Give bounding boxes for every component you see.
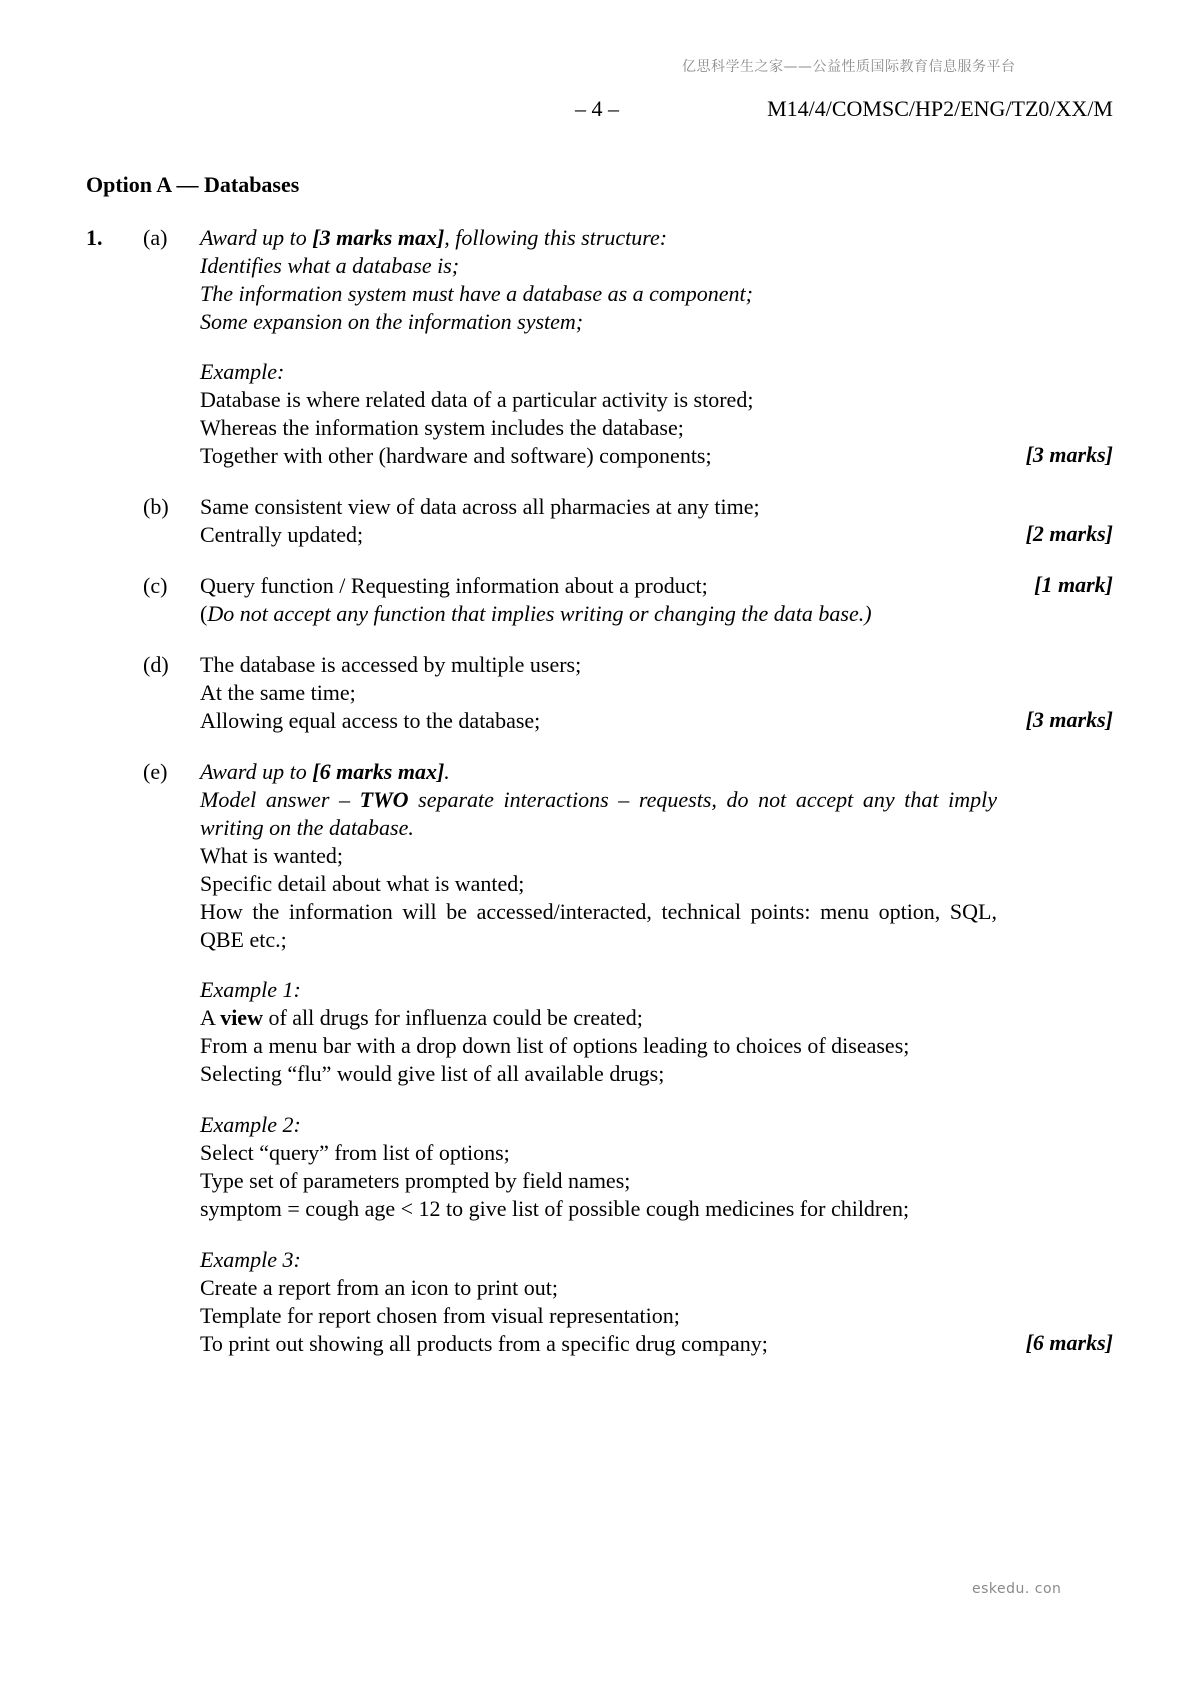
part-d-line-3: Allowing equal access to the database;	[200, 708, 541, 733]
part-a-struct-2: The information system must have a database as a component;	[200, 281, 753, 306]
part-d-line-1: The database is accessed by multiple users;	[200, 652, 582, 677]
part-e-example-3-line-2: Template for report chosen from visual representation;	[200, 1303, 680, 1328]
part-e-example-2-line-2: Type set of parameters prompted by field names;	[200, 1168, 631, 1193]
part-a-label: (a)	[143, 225, 168, 250]
part-b-line-2: Centrally updated;	[200, 522, 364, 547]
part-d-marks: [3 marks]	[1025, 707, 1113, 732]
part-c-line-1: Query function / Requesting information about a product;	[200, 573, 708, 598]
part-b-line-1: Same consistent view of data across all pharmacies at any time;	[200, 494, 760, 519]
part-e-example-2-line-3: symptom = cough age < 12 to give list of possible cough medicines for children;	[200, 1196, 910, 1221]
section-title: Option A — Databases	[86, 172, 300, 197]
part-a-example-2: Whereas the information system includes the database;	[200, 415, 684, 440]
part-e-line-2: Specific detail about what is wanted;	[200, 871, 525, 896]
part-e-example-2-line-1: Select “query” from list of options;	[200, 1140, 510, 1165]
part-c-label: (c)	[143, 573, 168, 598]
part-e-model-answer: Model answer – TWO separate interactions – requests, do not accept any that imply writing on the database.	[200, 787, 998, 840]
part-a-example-1: Database is where related data of a particular activity is stored;	[200, 387, 754, 412]
page-number: – 4 –	[575, 96, 619, 121]
watermark-bottom: eskedu. con	[972, 1581, 1062, 1597]
part-d-label: (d)	[143, 652, 169, 677]
part-d-line-2: At the same time;	[200, 680, 356, 705]
part-a-award: Award up to [3 marks max], following this structure:	[200, 225, 668, 250]
paper-code: M14/4/COMSC/HP2/ENG/TZ0/XX/M	[767, 96, 1113, 121]
part-e-example-1-line-2: From a menu bar with a drop down list of options leading to choices of diseases;	[200, 1033, 910, 1058]
part-a-struct-3: Some expansion on the information system;	[200, 309, 584, 334]
part-a-marks: [3 marks]	[1025, 442, 1113, 467]
part-c-line-2: (Do not accept any function that implies writing or changing the data base.)	[200, 601, 872, 626]
part-c-marks: [1 mark]	[1034, 572, 1113, 597]
part-a-struct-1: Identifies what a database is;	[200, 253, 460, 278]
part-e-award: Award up to [6 marks max].	[200, 759, 450, 784]
part-e-example-1-label: Example 1:	[200, 977, 301, 1002]
watermark-top: 亿思科学生之家——公益性质国际教育信息服务平台	[682, 59, 1016, 75]
part-e-line-1: What is wanted;	[200, 843, 343, 868]
part-e-label: (e)	[143, 759, 168, 784]
part-e-example-2-label: Example 2:	[200, 1112, 301, 1137]
part-b-marks: [2 marks]	[1025, 521, 1113, 546]
part-b-label: (b)	[143, 494, 169, 519]
question-number: 1.	[86, 225, 103, 250]
part-e-example-3-label: Example 3:	[200, 1247, 301, 1272]
part-e-example-1-line-1: A view of all drugs for influenza could be created;	[200, 1005, 643, 1030]
part-e-marks: [6 marks]	[1025, 1330, 1113, 1355]
part-e-example-3-line-1: Create a report from an icon to print out;	[200, 1275, 558, 1300]
part-a-example-label: Example:	[200, 359, 285, 384]
part-e-example-3-line-3: To print out showing all products from a specific drug company;	[200, 1331, 768, 1356]
part-e-how: How the information will be accessed/interacted, technical points: menu option, SQL, QBE etc.;	[200, 899, 997, 952]
part-e-example-1-line-3: Selecting “flu” would give list of all available drugs;	[200, 1061, 665, 1086]
part-a-example-3: Together with other (hardware and software) components;	[200, 443, 712, 468]
